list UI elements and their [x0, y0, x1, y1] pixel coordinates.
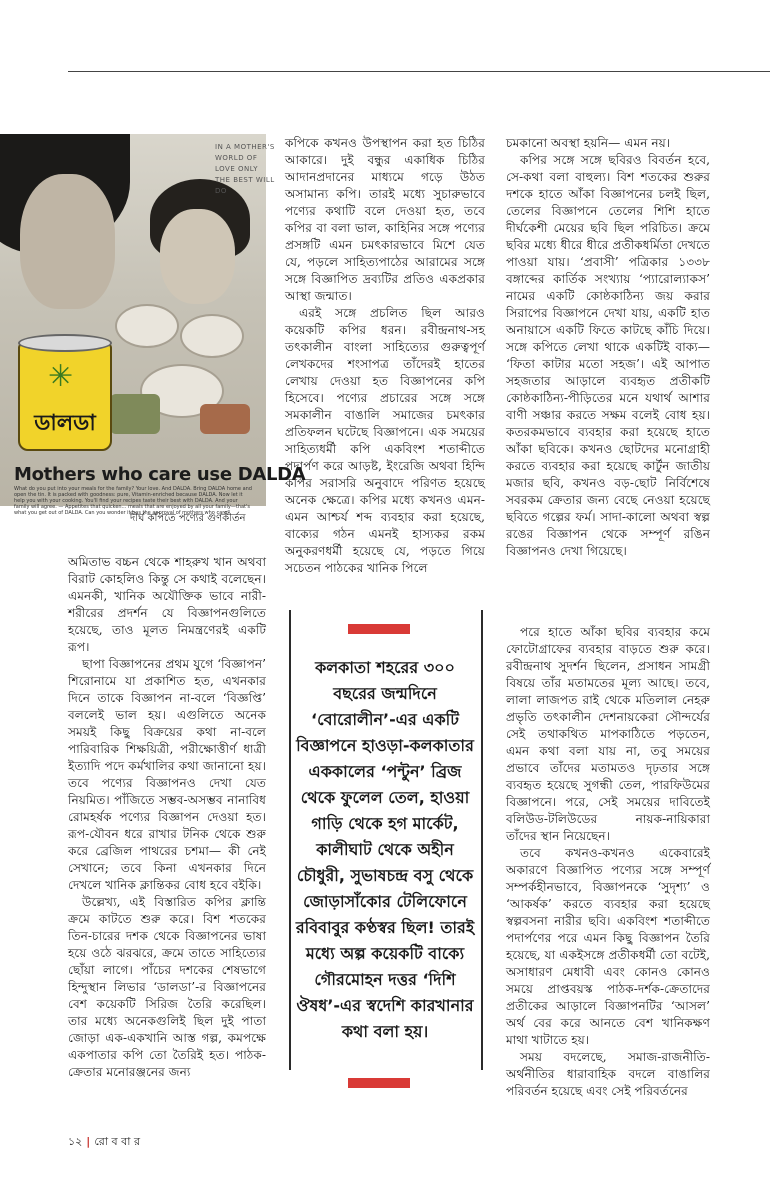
paragraph: তবে কখনও-কখনও একেবারেই অকারণে বিজ্ঞাপিত পণ্যের সঙ্গে সম্পূর্ণ সম্পর্কহীনভাবে, বিজ্ঞাপনকে ‘সুদৃশ্য’ ও ‘আকর্ষক’ করতে ব্যবহার করা হয়েছে স্বল্পবসনা নারীর ছবি। একবিংশ শতাব্দীতে পদার্পণের পরে এমন কিছু বিজ্ঞাপন তৈরি হয়েছে, যা একইসঙ্গে প্রতীকধর্মী তো বটেই, অসাধারণ মেধাবী এবং কোনও কোনও সময়ে প্রাপ্তবয়স্ক পাঠক-দর্শক-ক্রেতাদের প্রতীকের আড়ালে বিজ্ঞাপনটির ‘আসল’ অর্থ বের করে আনতে বেশ খানিকক্ষণ মাথা খাটাতে হয়।	[506, 846, 710, 1047]
ad-top-copy: IN A MOTHER'S WORLD OF LOVE ONLY THE BEST WILL DO	[215, 143, 275, 195]
ad-dalda-tin	[18, 342, 112, 451]
paragraph: ছাপা বিজ্ঞাপনের প্রথম যুগে ‘বিজ্ঞাপন’ শিরোনামে যা প্রকাশিত হত, এখনকার দিনে তাকে বিজ্ঞাপন না-বলে ‘বিজ্ঞপ্তি’ বললেই ভাল হয়। এগুলিতে অনেক সময়ই কিছু বিক্রয়ের কথা না-বলে পারিবারিক শিক্ষয়িত্রী, পরীক্ষোত্তীর্ণ ধাত্রী ইত্যাদি পদে কর্মখালির কথা জানানো হয়। তবে পণ্যের বিজ্ঞাপনও দেখা যেত নিয়মিত। পাঁজিতে সম্ভব-অসম্ভব নানাবিধ রোমহর্ষক পণ্যের বিজ্ঞাপন দেওয়া হত। রূপ-যৌবন ধরে রাখার টনিক থেকে শুরু করে ব্রেজিল পাথরের চশমা— কী নেই সেখানে; তবে কিনা এখনকার দিনে দেখলে খানিক ক্লান্তিকর বোধ হবে বইকি।	[68, 657, 266, 892]
article-column-3-bottom	[506, 624, 710, 1100]
top-rule	[68, 71, 770, 72]
article-column-2	[285, 135, 485, 577]
ad-body-copy: What do you put into your meals for the family? Your love. And DALDA. Bring DALDA home and open the tin. It is packed with goodness: pure, Vitamin-enriched because DALDA. Now let it help you with your cooking. You'll find your recipes taste their best with DALDA. And your family will agree. — Appetites that quicken... meals that are enjoyed by all your family—that's what you get out of DALDA. Can you wonder it has the approval of mothers who care?	[14, 486, 252, 516]
ad-mother-face	[20, 174, 115, 309]
ad-tin-label: ডালডা	[34, 411, 96, 436]
paragraph: এরই সঙ্গে প্রচলিত ছিল আরও কয়েকটি কপির ধরন। রবীন্দ্রনাথ-সহ তৎকালীন বাংলা সাহিত্যের গুরুত্বপূর্ণ লেখকদের শংসাপত্র তাঁদেরই হাতের লেখায় দেওয়া হত বিজ্ঞাপনের কপি হিসেবে। পণ্যের প্রচারের সঙ্গে সঙ্গে সমকালীন বাঙালি সমাজের চমৎকার প্রতিফলন ঘটেছে বিজ্ঞাপনে। এক সময়ের সাহিত্যধর্মী কপি একবিংশ শতাব্দীতে পদার্পণ করে আড়ষ্ট, ইংরেজি অথবা হিন্দি কপির সরাসরি অনুবাদে পরিণত হয়েছে অনেক ক্ষেত্রে। কপির মধ্যে কখনও এমন-এমন আশ্চর্য শব্দ ব্যবহার করা হয়েছে, বাক্যের গঠন এমনই হাস্যকর রকম অনুকরণধর্মী হয়েছে যে, পড়তে গিয়ে সচেতন পাঠকের খানিক পিলে	[285, 306, 485, 575]
pull-quote-text: কলকাতা শহরের ৩০০ বছরের জন্মদিনে ‘বোরোলীন’-এর একটি বিজ্ঞাপনে হাওড়া-কলকাতার এককালের ‘পন্টুন’ ব্রিজ থেকে ফুলেল তেল, হাওয়া গাড়ি থেকে হগ মার্কেট, কালীঘাট থেকে অহীন চৌধুরী, সুভাষচন্দ্র বসু থেকে জোড়াসাঁকোর টেলিফোনে রবিবাবুর কণ্ঠস্বর ছিল! তারই মধ্যে অল্প কয়েকটি বাক্যে গৌরমোহন দত্তর ‘দিশি ঔষধ’-এর স্বদেশি কারখানার কথা বলা হয়।	[295, 658, 475, 1041]
ad-plate	[115, 304, 179, 348]
ad-plate	[180, 314, 244, 358]
pull-quote-box	[289, 610, 483, 1070]
footer-separator: |	[86, 1135, 91, 1148]
ad-headline: Mothers who care use DALDA	[14, 464, 306, 485]
magazine-name: রো ব বা র	[94, 1135, 141, 1148]
page-footer	[68, 1133, 140, 1152]
ad-food-platter	[110, 284, 260, 454]
article-column-3-top	[506, 135, 710, 560]
paragraph: সময় বদলেছে, সমাজ-রাজনীতি-অর্থনীতির ধারাবাহিক বদলে বাঙালির পরিবর্তন হয়েছে এবং সেই পরিবর্তনের	[506, 1050, 710, 1098]
article-column-1	[68, 554, 266, 1081]
page-number: ১২	[68, 1135, 83, 1148]
paragraph: উল্লেখ্য, এই বিস্তারিত কপির ক্লান্তি ক্রমে কাটতে শুরু করে। বিশ শতকের তিন-চারের দশক থেকে বিজ্ঞাপনের ভাষা হয়ে ওঠে ঝরঝরে, ক্রমে তাতে সাহিত্যের ছোঁয়া লাগে। পাঁচের দশকের শেষভাগে হিন্দুস্থান লিভার ‘ডালডা’-র বিজ্ঞাপনের বেশ কয়েকটি সিরিজ তৈরি করেছিল। তার মধ্যে অনেকগুলিই ছিল দুই পাতা জোড়া এক-একখানি আস্ত গল্প, কমপক্ষে একপাতার কপি তো তৈরিই হত। পাঠক-ক্রেতার মনোরঞ্জনের জন্য	[68, 895, 266, 1079]
paragraph: অমিতাভ বচ্চন থেকে শাহরুখ খান অথবা বিরাট কোহলিও কিন্তু সে কথাই বলেছেন। এমনকী, খানিক অযৌক্তিক ভাবে নারী-শরীরের প্রদর্শন যে বিজ্ঞাপনগুলিতে হয়েছে, তাও মূলত নিমন্ত্রণেরই একটি রূপ।	[68, 555, 266, 654]
palm-tree-icon: ✳	[48, 359, 74, 394]
paragraph: কপির সঙ্গে সঙ্গে ছবিরও বিবর্তন হবে, সে-কথা বলা বাহুল্য। বিশ শতকের শুরুর দশকে হাতে আঁকা বিজ্ঞাপনের চলই ছিল, তেলের বিজ্ঞাপনে তেলের শিশি হাতে দীর্ঘকেশী মেয়ের ছবি ছিল পরিচিত। ক্রমে ছবির মধ্যে ধীরে ধীরে প্রতীকধর্মিতা দেখতে পাওয়া যায়। ‘প্রবাসী’ পত্রিকার ১৩৩৮ বঙ্গাব্দের কার্তিক সংখ্যায় ‘প্যারোল্যাকস’ নামের একটি কোষ্ঠকাঠিন্য জয় করার সিরাপের বিজ্ঞাপনে দেখা যায়, একটি হাত অনায়াসে একটি ফিতে কাটছে কাঁচি দিয়ে। সঙ্গে কপিতে লেখা থাকে একটিই বাক্য— ‘ফিতা কাটার মতো সহজ’। এই আপাত সহজতার আড়ালে ব্যবহৃত প্রতীকটি কোষ্ঠকাঠিন্য-পীড়িতের মনে যথার্থ আশার বাণী সঞ্চার করতে সক্ষম বলেই বোধ হয়। কতরকমভাবে ব্যবহার করা হয়েছে হাতে আঁকা ছবিকে। কখনও ছোটদের মনোগ্রাহী করতে ব্যবহার করা হয়েছে কার্টুন জাতীয় মজার ছবি, কখনও বড়-ছোট নির্বিশেষে সবরকম ক্রেতার জন্য বেছে নেওয়া হয়েছে ছবিতে গল্পের ফর্ম। সাদা-কালো অথবা স্বল্প রঙের বিজ্ঞাপন থেকে সম্পূর্ণ রঙিন বিজ্ঞাপনও দেখা গিয়েছে।	[506, 153, 710, 558]
paragraph: চমকানো অবস্থা হয়নি— এমন নয়।	[506, 136, 671, 150]
ad-vegetables	[200, 404, 250, 434]
ad-vegetables	[110, 394, 160, 434]
image-caption: দীর্ঘ কপিতে পণ্যের গুণকীর্তন	[130, 513, 246, 524]
pull-quote-bottom-bar	[348, 1078, 410, 1088]
paragraph: কপিকে কখনও উপস্থাপন করা হত চিঠির আকারে। দুই বন্ধুর একাধিক চিঠির আদানপ্রদানের মাধ্যমে গড়ে উঠত অসামান্য কপি। তারই মধ্যে সুচারুভাবে পণ্যের কথাটি বলে দেওয়া হত, তবে কপির বা বলা ভাল, কাহিনির সঙ্গে পণ্যের প্রসঙ্গটি এমন চমৎকারভাবে মিশে যেত যে, পড়লে সাহিত্যপাঠের আরামের সঙ্গে সঙ্গে বিজ্ঞাপিত দ্রব্যটির প্রতিও একপ্রকার আস্থা জন্মাত।	[285, 136, 485, 303]
dalda-advertisement-image	[0, 134, 306, 516]
paragraph: পরে হাতে আঁকা ছবির ব্যবহার কমে ফোটোগ্রাফের ব্যবহার বাড়তে শুরু করে। রবীন্দ্রনাথ সুদর্শন ছিলেন, প্রসাধন সামগ্রী বিষয়ে তাঁর মতামতের মূল্য আছে। তবে, লালা লাজপত রাই থেকে মতিলাল নেহরু প্রভৃতি তৎকালীন দেশনায়কেরা সৌন্দর্যের সেই তথাকথিত মাপকাঠিতে পড়তেন, এমন কথা বলা যায় না, তবু সময়ের প্রভাবে তাঁদের মতামতও দৃঢ়তার সঙ্গে ব্যবহৃত হয়েছে সুগন্ধী তেল, পারফিউমের বিজ্ঞাপনে। পরে, সেই সময়ের দাবিতেই বলিউড-টলিউডের নায়ক-নায়িকারা তাঁদের স্থান নিয়েছেন।	[506, 625, 710, 843]
ad-tin-lid	[18, 334, 112, 352]
pull-quote-top-bar	[348, 624, 410, 634]
